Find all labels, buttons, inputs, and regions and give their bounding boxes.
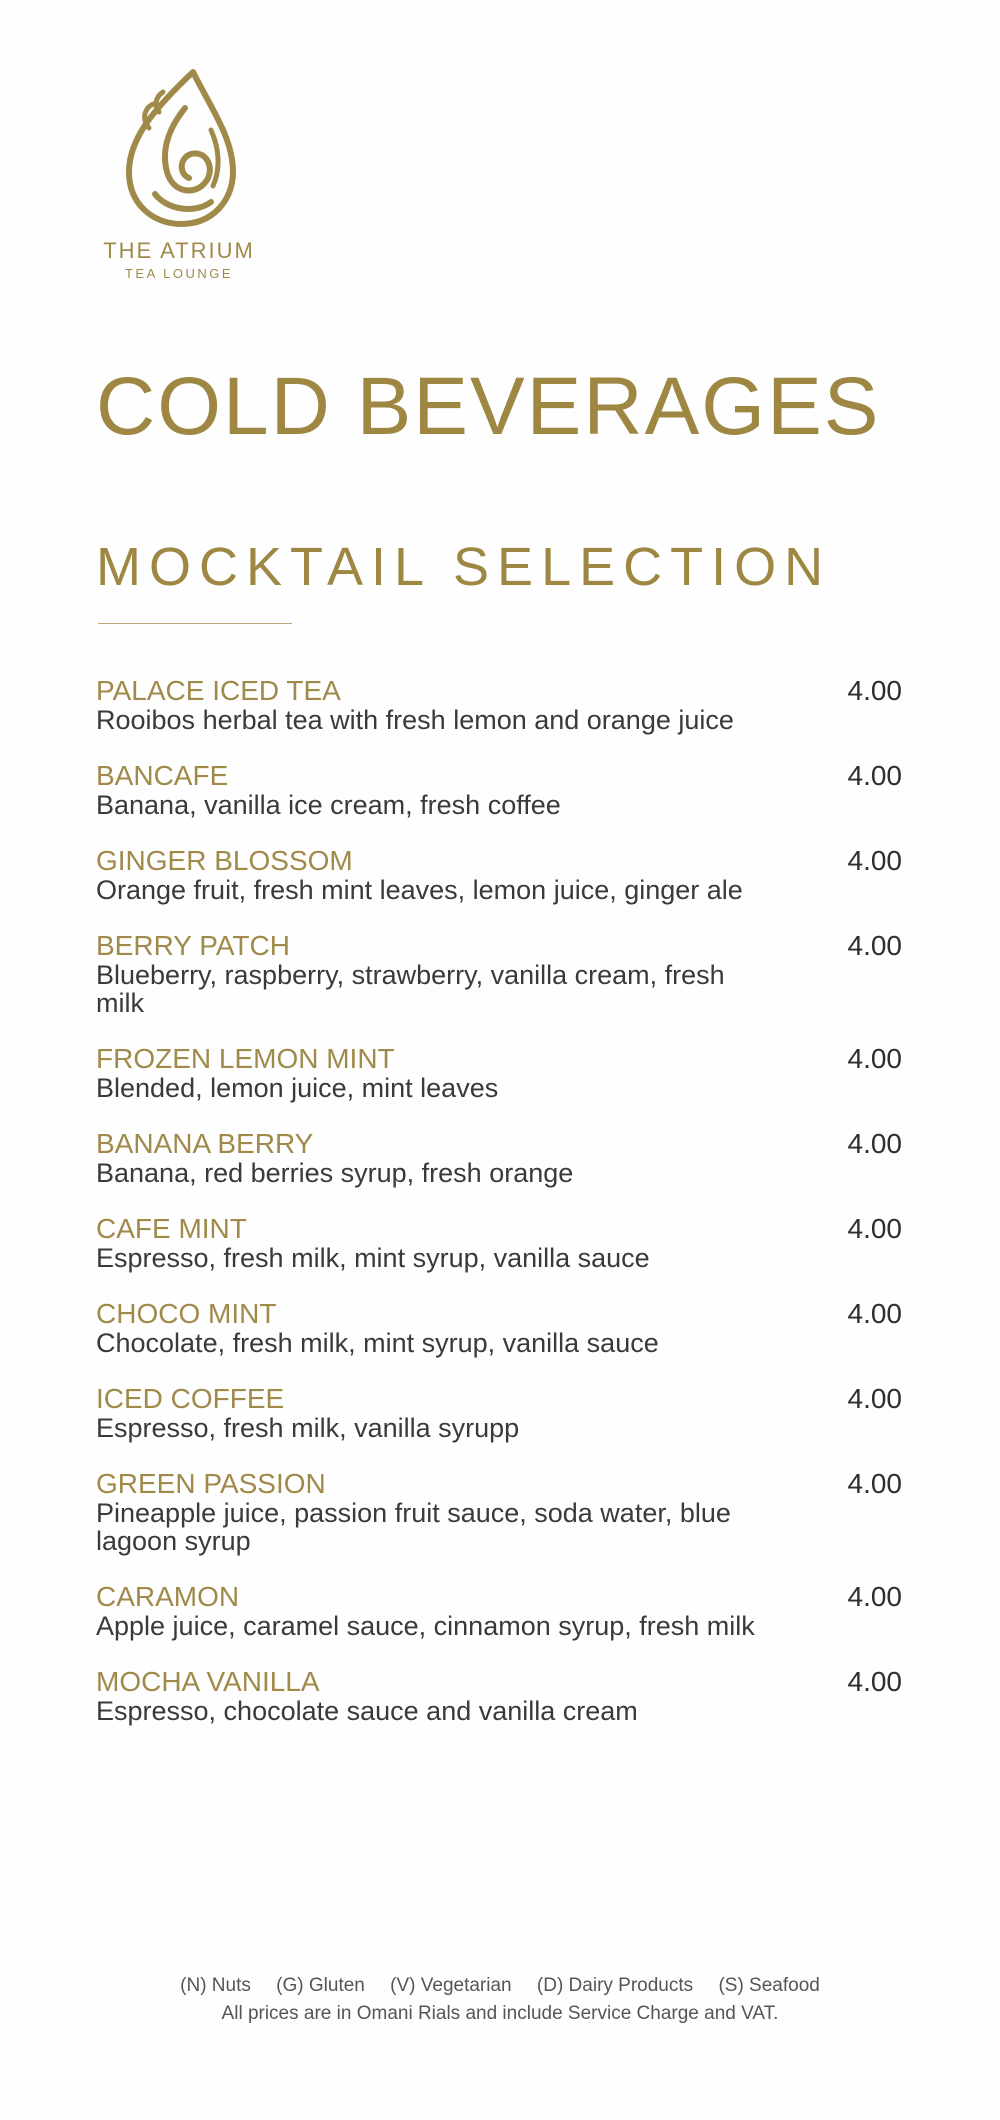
item-price: 4.00 xyxy=(847,1128,902,1159)
menu-item xyxy=(96,761,902,819)
menu-item xyxy=(96,1667,902,1725)
item-price: 4.00 xyxy=(847,1043,902,1074)
item-description: Espresso, fresh milk, vanilla syrupp xyxy=(96,1413,520,1443)
item-name: CHOCO MINT xyxy=(96,1298,277,1329)
menu-item xyxy=(96,1384,902,1442)
menu-item xyxy=(96,846,902,904)
item-price: 4.00 xyxy=(847,1383,902,1414)
item-name: PALACE ICED TEA xyxy=(96,675,341,706)
item-price: 4.00 xyxy=(847,930,902,961)
item-name: GREEN PASSION xyxy=(96,1468,326,1499)
item-description: Espresso, chocolate sauce and vanilla cream xyxy=(96,1696,638,1726)
menu-item xyxy=(96,1582,902,1640)
menu-item xyxy=(96,1469,902,1555)
legend-seafood: (S) Seafood xyxy=(718,1975,820,1996)
item-description: Apple juice, caramel sauce, cinnamon syrup, fresh milk xyxy=(96,1611,755,1641)
item-name: GINGER BLOSSOM xyxy=(96,845,353,876)
item-name: BERRY PATCH xyxy=(96,930,290,961)
item-description: Rooibos herbal tea with fresh lemon and orange juice xyxy=(96,705,734,735)
item-name: BANCAFE xyxy=(96,760,229,791)
item-description: Banana, red berries syrup, fresh orange xyxy=(96,1158,574,1188)
item-description: Pineapple juice, passion fruit sauce, soda water, blue lagoon syrup xyxy=(96,1498,731,1556)
legend-dairy: (D) Dairy Products xyxy=(536,1975,694,1996)
item-price: 4.00 xyxy=(847,1666,902,1697)
legend-nuts: (N) Nuts xyxy=(180,1975,251,1996)
item-description: Banana, vanilla ice cream, fresh coffee xyxy=(96,790,561,820)
item-name: BANANA BERRY xyxy=(96,1128,314,1159)
item-price: 4.00 xyxy=(847,1213,902,1244)
menu-item xyxy=(96,1044,902,1102)
menu-item xyxy=(96,676,902,734)
item-price: 4.00 xyxy=(847,845,902,876)
item-description: Blended, lemon juice, mint leaves xyxy=(96,1073,499,1103)
item-price: 4.00 xyxy=(847,675,902,706)
price-note: All prices are in Omani Rials and include Service Charge and VAT. xyxy=(221,2003,779,2024)
page-title: COLD BEVERAGES xyxy=(96,361,881,452)
item-description: Chocolate, fresh milk, mint syrup, vanilla sauce xyxy=(96,1328,659,1358)
item-price: 4.00 xyxy=(847,760,902,791)
item-name: CARAMON xyxy=(96,1581,240,1612)
menu-item xyxy=(96,1299,902,1357)
item-name: ICED COFFEE xyxy=(96,1383,285,1414)
brand-logo xyxy=(98,68,260,281)
legend-gluten: (G) Gluten xyxy=(276,1975,365,1996)
section-title: MOCKTAIL SELECTION xyxy=(96,537,832,597)
item-name: CAFE MINT xyxy=(96,1213,247,1244)
brand-name: THE ATRIUM xyxy=(103,238,255,263)
item-name: FROZEN LEMON MINT xyxy=(96,1043,395,1074)
item-description: Blueberry, raspberry, strawberry, vanilla cream, fresh milk xyxy=(96,960,725,1018)
menu-item xyxy=(96,931,902,1017)
dietary-legend xyxy=(0,1975,1000,1997)
item-price: 4.00 xyxy=(847,1468,902,1499)
item-name: MOCHA VANILLA xyxy=(96,1666,320,1697)
item-price: 4.00 xyxy=(847,1581,902,1612)
brand-subtitle: TEA LOUNGE xyxy=(124,266,234,281)
atrium-emblem-icon xyxy=(115,68,243,230)
item-description: Espresso, fresh milk, mint syrup, vanilla sauce xyxy=(96,1243,650,1273)
legend-vegetarian: (V) Vegetarian xyxy=(390,1975,512,1996)
menu-item xyxy=(96,1214,902,1272)
item-description: Orange fruit, fresh mint leaves, lemon juice, ginger ale xyxy=(96,875,743,905)
item-price: 4.00 xyxy=(847,1298,902,1329)
menu-item xyxy=(96,1129,902,1187)
section-divider xyxy=(98,623,292,624)
